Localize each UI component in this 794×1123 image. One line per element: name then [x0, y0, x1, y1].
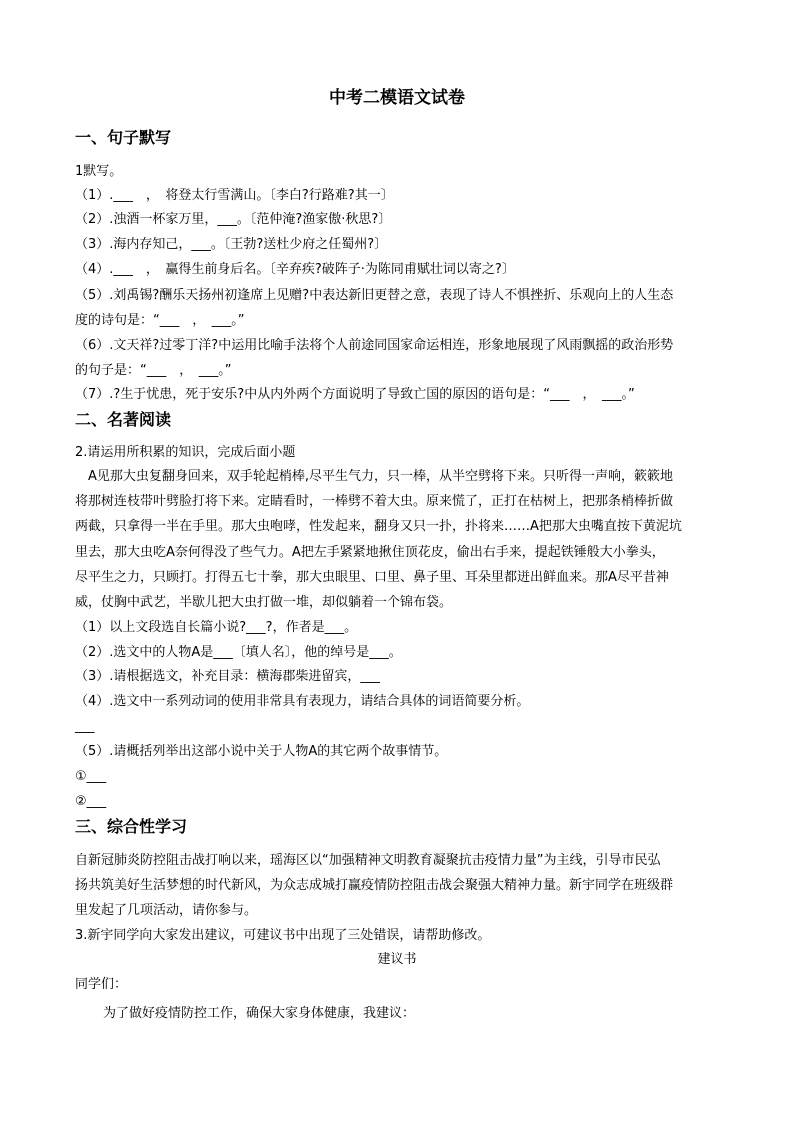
letter-salutation: 同学们： [75, 977, 128, 992]
answer-blank: ②___ [75, 794, 107, 809]
question-2-prompt: 2.请运用所积累的知识，完成后面小题 [75, 445, 296, 460]
passage-line: 里发起了几项活动，请你参与。 [75, 903, 258, 918]
answer-blank: ①___ [75, 769, 107, 784]
passage-line: 尽平生之力，只顾打。打得五七十拳，那大虫眼里、口里、鼻子里、耳朵里都迸出鲜血来。那A尽平昔神 [75, 570, 669, 585]
question-2-item: （1）以上文段选自长篇小说?___?，作者是___。 [75, 620, 358, 635]
question-1-item: （7）.?生于忧患，死于安乐?中从内外两个方面说明了导致亡国的原因的语句是：“___ ， ___。” [75, 387, 635, 402]
section-heading-sentences: 一、句子默写 [75, 128, 172, 147]
passage-line: 将那树连枝带叶劈脸打将下来。定睛看时，一棒劈不着大虫。原来慌了，正打在枯树上，把那条梢棒折做 [75, 494, 674, 509]
question-1-item: （4）.___ ， 赢得生前身后名。〔辛弃疾?破阵子·为陈同甫赋壮词以寄之?〕 [75, 262, 515, 277]
letter-line: 为了做好疫情防控工作，确保大家身体健康，我建议： [103, 1006, 416, 1021]
passage-line: 里去，那大虫吃A奈何得没了些气力。A把左手紧紧地揪住顶花皮，偷出右手来，提起铁锤般大小拳头， [75, 545, 665, 560]
question-1-item: （1）.___ ， 将登太行雪满山。〔李白?行路难?其一〕 [75, 188, 394, 203]
page-title: 中考二模语文试卷 [329, 88, 465, 108]
question-2-item: （3）.请根据选文，补充目录：横海郡柴进留宾，___ [75, 669, 380, 684]
question-3-prompt: 3.新宇同学向大家发出建议，可建议书中出现了三处错误，请帮助修改。 [75, 928, 491, 943]
answer-blank: ___ [75, 719, 95, 734]
question-2-item: （2）.选文中的人物A是___〔填人名〕，他的绰号是___。 [75, 645, 402, 660]
passage-line: 自新冠肺炎防控阻击战打响以来，瑶海区以“加强精神文明教育凝聚抗击疫情力量”为主线，引导市民弘 [75, 853, 661, 868]
section-heading-integrated: 三、综合性学习 [75, 817, 188, 836]
letter-title: 建议书 [377, 952, 417, 967]
question-1-item-cont: 的句子是：“___ ， ___。” [75, 363, 232, 378]
question-1-item: （2）.浊酒一杯家万里，___。〔范仲淹?渔家傲·秋思?〕 [75, 212, 392, 227]
passage-line: 威，仗胸中武艺，半歇儿把大虫打做一堆，却似躺着一个锦布袋。 [75, 595, 453, 610]
section-heading-classics: 二、名著阅读 [75, 410, 172, 429]
question-1-item-cont: 度的诗句是：“___ ， ___。” [75, 313, 245, 328]
question-2-item: （4）.选文中一系列动词的使用非常具有表现力，请结合具体的词语简要分析。 [75, 694, 530, 709]
question-1-item: （3）.海内存知己，___。〔王勃?送杜少府之任蜀州?〕 [75, 237, 388, 252]
question-1-item: （6）.文天祥?过零丁洋?中运用比喻手法将个人前途同国家命运相连，形象地展现了风雨飘摇的政治形势 [75, 338, 674, 353]
question-1-item: （5）.刘禹锡?酬乐天扬州初逢席上见赠?中表达新旧更替之意，表现了诗人不惧挫折、乐观向上的人生态 [75, 288, 674, 303]
passage-line: A见那大虫复翻身回来，双手轮起梢棒,尽平生气力，只一棒，从半空劈将下来。只听得一声响，簌簌地 [75, 469, 674, 484]
passage-line: 扬共筑美好生活梦想的时代新风，为众志成城打赢疫情防控阻击战会聚强大精神力量。新宇同学在班级群 [75, 878, 674, 893]
passage-line: 两截，只拿得一半在手里。那大虫咆哮，性发起来，翻身又只一扑，扑将来……A把那大虫嘴直按下黄泥坑 [75, 519, 682, 534]
question-1-prompt: 1默写。 [75, 164, 123, 179]
question-2-item: （5）.请概括列举出这部小说中关于人物A的其它两个故事情节。 [75, 744, 448, 759]
